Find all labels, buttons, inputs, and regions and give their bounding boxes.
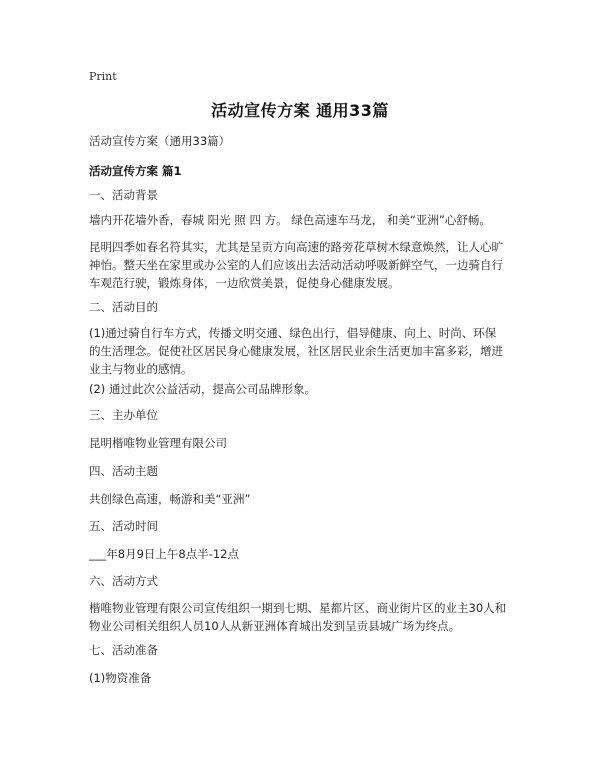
paragraph-line: 物业公司相关组织人员10人从新亚洲体育城出发到呈贡县城广场为终点。: [89, 619, 461, 633]
document-subtitle: 活动宣传方案（通用33篇）: [89, 134, 231, 148]
purpose-paragraph-1: [89, 324, 519, 378]
time-text: ___年8月9日上午8点半-12点: [89, 547, 239, 561]
section-heading-purpose: 二、活动目的: [89, 300, 158, 314]
purpose-paragraph-2: (2) 通过此次公益活动，提高公司品牌形象。: [89, 382, 316, 396]
section-heading-background: 一、活动背景: [89, 188, 158, 202]
method-paragraph: [89, 599, 519, 635]
background-paragraph-1: 墙内开花墙外香，春城 阳光 照 四 方。 绿色高速车马龙， 和美“亚洲”心舒畅。: [89, 213, 491, 227]
theme-text: 共创绿色高速，畅游和美“亚洲”: [89, 492, 251, 506]
print-label[interactable]: Print: [89, 70, 117, 83]
paragraph-line: 业主与物业的感情。: [89, 362, 193, 376]
section-heading-time: 五、活动时间: [89, 519, 158, 533]
section-heading-preparation: 七、活动准备: [89, 643, 158, 657]
document-title: 活动宣传方案 通用33篇: [211, 101, 389, 120]
paragraph-line: (1)通过骑自行车方式，传播文明交通、绿色出行，倡导健康、向上、时尚、环保: [89, 326, 497, 340]
article-heading: 活动宣传方案 篇1: [89, 164, 182, 178]
paragraph-line: 神怡。整天坐在家里或办公室的人们应该出去活动活动呼吸新鲜空气，一边骑自行: [89, 258, 503, 272]
paragraph-line: 昆明四季如春名符其实，尤其是呈贡方向高速的路旁花草树木绿意焕然，让人心旷: [89, 240, 503, 254]
paragraph-line: 车观范行驶，锻炼身体，一边欣赏美景，促使身心健康发展。: [89, 276, 400, 290]
section-heading-method: 六、活动方式: [89, 574, 158, 588]
preparation-item-1: (1)物资准备: [89, 671, 152, 685]
organizer-text: 昆明楷唯物业管理有限公司: [89, 436, 227, 450]
paragraph-line: 楷唯物业管理有限公司宣传组织一期到七期、星都片区、商业街片区的业主30人和: [89, 601, 507, 615]
section-heading-theme: 四、活动主题: [89, 464, 158, 478]
background-paragraph-2: [89, 238, 519, 292]
section-heading-organizer: 三、主办单位: [89, 408, 158, 422]
paragraph-line: 的生活理念。促使社区居民身心健康发展，社区居民业余生活更加丰富多彩，增进: [89, 344, 503, 358]
